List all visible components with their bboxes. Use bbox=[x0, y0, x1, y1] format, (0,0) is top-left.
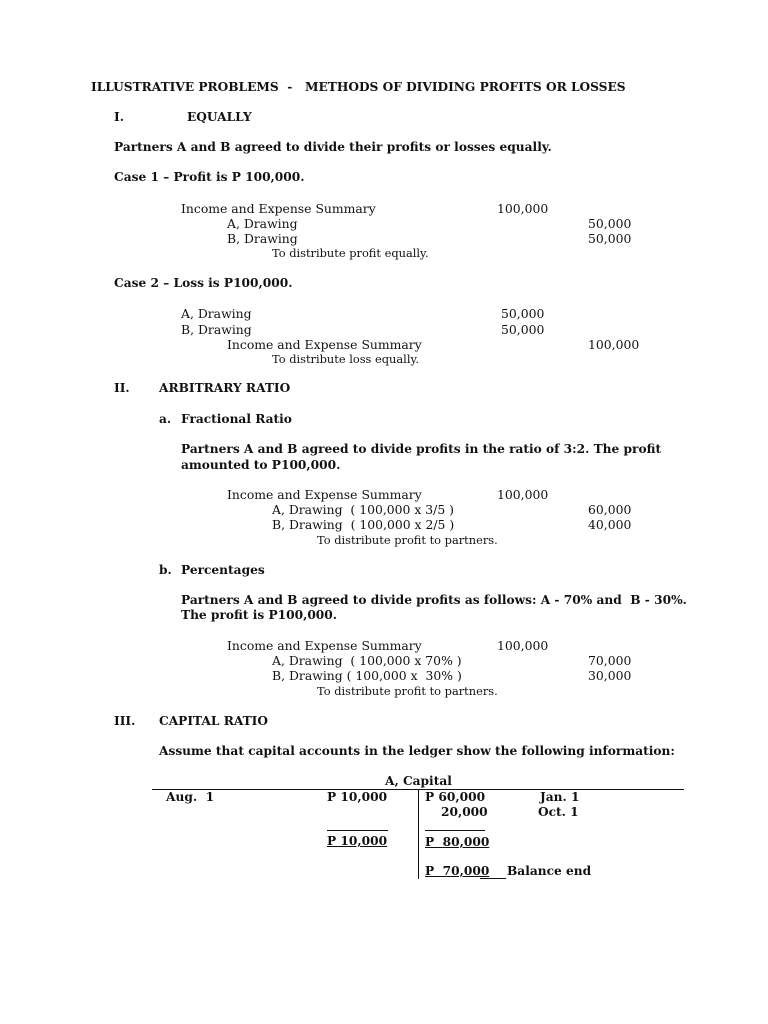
credit-amount: 20,000 bbox=[441, 805, 488, 819]
subsection-heading-fractional-ratio: Fractional Ratio bbox=[181, 412, 292, 426]
entry-explanation: To distribute profit to partners. bbox=[317, 684, 498, 698]
entry-credit: 30,000 bbox=[588, 668, 632, 683]
paragraph: Partners A and B agreed to divide profits in the ratio of 3:2. The profit bbox=[181, 442, 662, 456]
debit-total-rule bbox=[327, 830, 388, 831]
balance-amount: P 70,000 bbox=[425, 864, 490, 878]
entry-account: Income and Expense Summary bbox=[181, 201, 376, 216]
case-heading: Case 2 – Loss is P100,000. bbox=[114, 276, 293, 290]
credit-date: Oct. 1 bbox=[538, 805, 579, 819]
entry-account: B, Drawing bbox=[227, 231, 298, 246]
credit-total-rule bbox=[425, 830, 485, 831]
entry-account: A, Drawing ( 100,000 x 3/5 ) bbox=[272, 502, 455, 517]
entry-debit: 100,000 bbox=[497, 638, 549, 653]
entry-debit: 50,000 bbox=[501, 306, 545, 321]
debit-amount: P 10,000 bbox=[327, 790, 388, 804]
subsection-letter: a. bbox=[159, 412, 172, 426]
section-heading-equally: EQUALLY bbox=[187, 110, 252, 124]
t-account-center-rule bbox=[418, 789, 419, 879]
credit-total: P 80,000 bbox=[425, 835, 490, 849]
section-number: I. bbox=[114, 110, 124, 124]
credit-date: Jan. 1 bbox=[540, 790, 580, 804]
entry-explanation: To distribute profit to partners. bbox=[317, 533, 498, 547]
paragraph: Partners A and B agreed to divide profits as follows: A - 70% and B - 30%. bbox=[181, 593, 687, 607]
balance-label: Balance end bbox=[507, 864, 592, 878]
entry-account: Income and Expense Summary bbox=[227, 337, 422, 352]
case-heading: Case 1 – Profit is P 100,000. bbox=[114, 170, 305, 184]
entry-credit: 50,000 bbox=[588, 231, 632, 246]
paragraph: Partners A and B agreed to divide their profits or losses equally. bbox=[114, 140, 552, 154]
debit-date: Aug. 1 bbox=[166, 790, 215, 804]
entry-account: B, Drawing bbox=[181, 322, 252, 337]
subsection-heading-percentages: Percentages bbox=[181, 563, 265, 577]
entry-account: Income and Expense Summary bbox=[227, 487, 422, 502]
section-heading-capital-ratio: CAPITAL RATIO bbox=[159, 714, 268, 728]
debit-total: P 10,000 bbox=[327, 834, 388, 848]
section-number: II. bbox=[114, 381, 130, 395]
section-heading-arbitrary-ratio: ARBITRARY RATIO bbox=[159, 381, 291, 395]
paragraph: The profit is P100,000. bbox=[181, 608, 337, 622]
entry-credit: 40,000 bbox=[588, 517, 632, 532]
paragraph: amounted to P100,000. bbox=[181, 458, 341, 472]
entry-credit: 100,000 bbox=[588, 337, 640, 352]
section-number: III. bbox=[114, 714, 136, 728]
entry-debit: 100,000 bbox=[497, 487, 549, 502]
paragraph: Assume that capital accounts in the ledger show the following information: bbox=[159, 744, 675, 758]
entry-account: B, Drawing ( 100,000 x 2/5 ) bbox=[272, 517, 455, 532]
entry-account: B, Drawing ( 100,000 x 30% ) bbox=[272, 668, 462, 683]
entry-account: A, Drawing bbox=[181, 306, 252, 321]
balance-rule bbox=[480, 878, 506, 879]
entry-account: A, Drawing bbox=[227, 216, 298, 231]
entry-account: Income and Expense Summary bbox=[227, 638, 422, 653]
entry-debit: 50,000 bbox=[501, 322, 545, 337]
entry-debit: 100,000 bbox=[497, 201, 549, 216]
entry-credit: 50,000 bbox=[588, 216, 632, 231]
subsection-letter: b. bbox=[159, 563, 172, 577]
t-account-title: A, Capital bbox=[385, 774, 452, 788]
page-title: ILLUSTRATIVE PROBLEMS - METHODS OF DIVIDING PROFITS OR LOSSES bbox=[91, 80, 626, 94]
entry-explanation: To distribute profit equally. bbox=[272, 246, 429, 260]
entry-explanation: To distribute loss equally. bbox=[272, 352, 420, 366]
entry-account: A, Drawing ( 100,000 x 70% ) bbox=[272, 653, 462, 668]
entry-credit: 70,000 bbox=[588, 653, 632, 668]
credit-amount: P 60,000 bbox=[425, 790, 486, 804]
entry-credit: 60,000 bbox=[588, 502, 632, 517]
